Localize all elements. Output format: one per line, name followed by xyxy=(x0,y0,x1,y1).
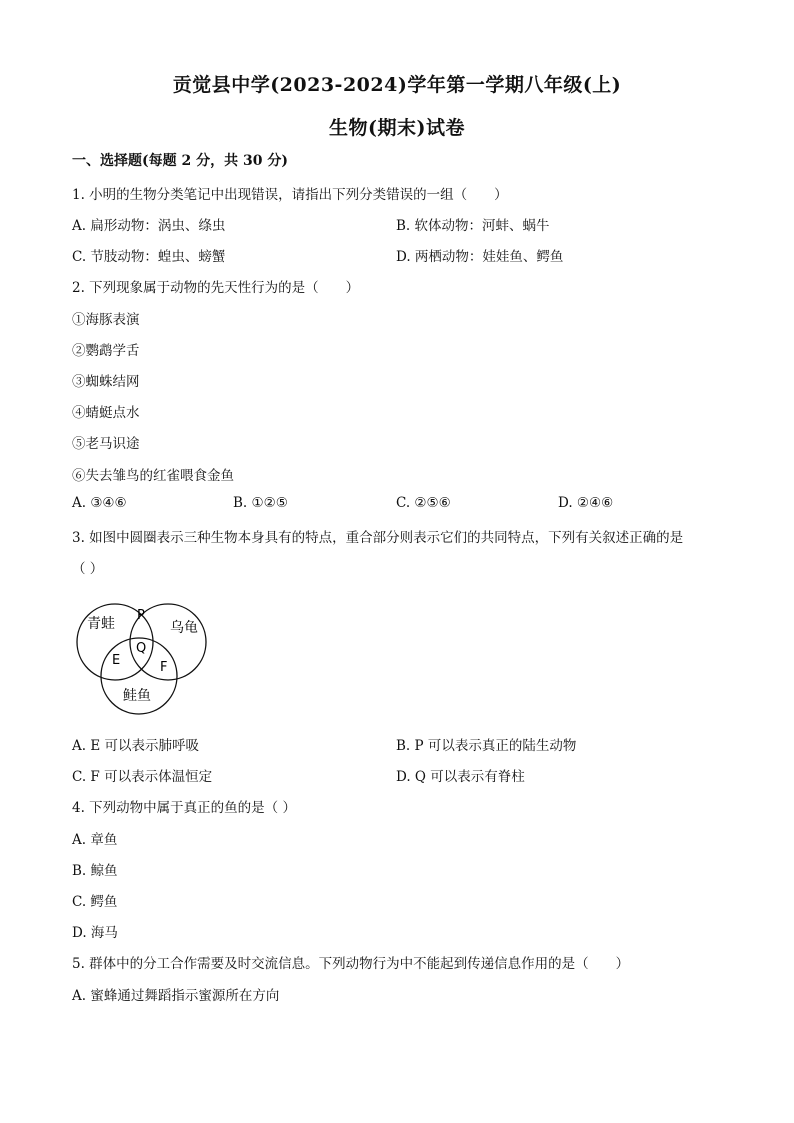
q3-option-b: B. P 可以表示真正的陆生动物 xyxy=(396,738,577,754)
q2-item-2: ②鹦鹉学舌 xyxy=(72,343,140,359)
q2-item-1: ①海豚表演 xyxy=(72,312,140,328)
q3-option-c: C. F 可以表示体温恒定 xyxy=(72,769,213,785)
q4-option-a: A. 章鱼 xyxy=(72,832,118,848)
exam-title-line1: 贡觉县中学(2023-2024)学年第一学期八年级(上) xyxy=(172,74,622,96)
venn-label-frog: 青蛙 xyxy=(87,616,115,632)
q3-stem-line2: （ ） xyxy=(72,561,104,577)
q2-option-a: A. ③④⑥ xyxy=(72,495,127,511)
q1-option-d: D. 两栖动物：娃娃鱼、鳄鱼 xyxy=(396,249,564,265)
q5-stem: 5. 群体中的分工合作需要及时交流信息。下列动物行为中不能起到传递信息作用的是（ ） xyxy=(72,956,630,972)
q3-option-a: A. E 可以表示肺呼吸 xyxy=(72,738,199,754)
exam-title-line2: 生物(期末)试卷 xyxy=(329,117,465,139)
q2-stem: 2. 下列现象属于动物的先天性行为的是（ ） xyxy=(72,280,360,296)
q4-option-d: D. 海马 xyxy=(72,925,118,941)
venn-label-q: Q xyxy=(136,641,147,656)
q2-option-b: B. ①②⑤ xyxy=(233,495,288,511)
q5-option-a: A. 蜜蜂通过舞蹈指示蜜源所在方向 xyxy=(72,988,280,1004)
q4-option-b: B. 鲸鱼 xyxy=(72,863,118,879)
q2-item-4: ④蜻蜓点水 xyxy=(72,405,140,421)
q2-item-5: ⑤老马识途 xyxy=(72,436,140,452)
q3-option-d: D. Q 可以表示有脊柱 xyxy=(396,769,525,785)
q2-option-c: C. ②⑤⑥ xyxy=(396,495,451,511)
q4-option-c: C. 鳄鱼 xyxy=(72,894,118,910)
q1-option-a: A. 扁形动物：涡虫、绦虫 xyxy=(72,218,226,234)
venn-label-e: E xyxy=(112,653,121,668)
q2-item-6: ⑥失去雏鸟的红雀喂食金鱼 xyxy=(72,468,234,484)
q3-stem-line1: 3. 如图中圆圈表示三种生物本身具有的特点，重合部分则表示它们的共同特点，下列有关叙述正确的是 xyxy=(72,530,684,546)
q1-option-b: B. 软体动物：河蚌、蜗牛 xyxy=(396,218,550,234)
venn-label-f: F xyxy=(160,660,168,675)
venn-label-turtle: 乌龟 xyxy=(170,620,198,636)
q1-stem: 1. 小明的生物分类笔记中出现错误，请指出下列分类错误的一组（ ） xyxy=(72,187,508,203)
venn-diagram xyxy=(72,596,212,716)
q4-stem: 4. 下列动物中属于真正的鱼的是（ ） xyxy=(72,800,296,816)
q2-item-3: ③蜘蛛结网 xyxy=(72,374,140,390)
q1-option-c: C. 节肢动物：蝗虫、螃蟹 xyxy=(72,249,226,265)
q2-option-d: D. ②④⑥ xyxy=(558,495,614,511)
section-heading: 一、选择题(每题 2 分，共 30 分) xyxy=(72,153,288,169)
venn-label-p: P xyxy=(137,608,145,623)
venn-label-fish: 鲑鱼 xyxy=(123,688,151,704)
